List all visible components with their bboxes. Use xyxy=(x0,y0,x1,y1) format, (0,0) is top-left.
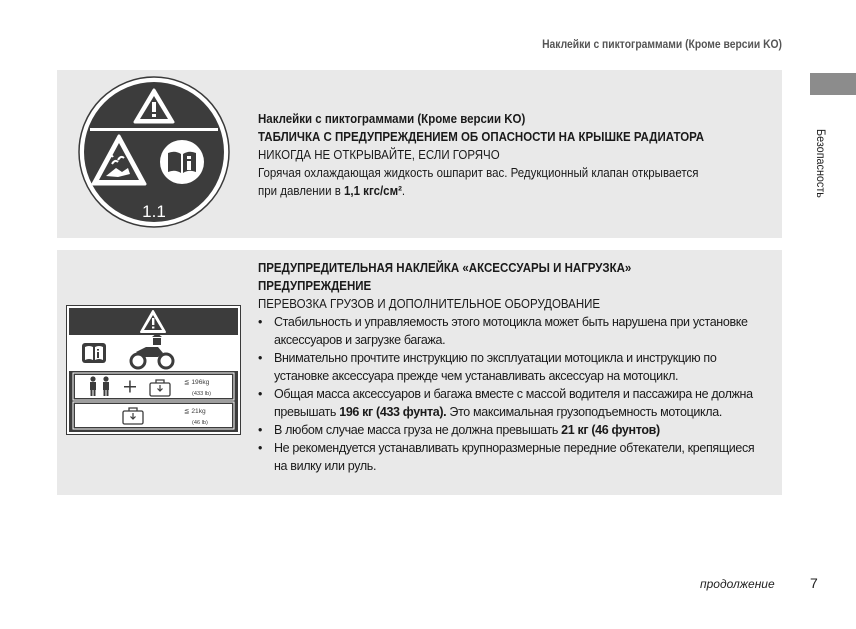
list-item: • В любом случае масса груза не должна превышать 21 кг (46 фунтов) xyxy=(258,421,768,439)
accessory-warning-heading: ПРЕДУПРЕЖДЕНИЕ xyxy=(258,279,372,293)
section-tab-marker xyxy=(810,73,856,95)
continued-label: продолжение xyxy=(700,577,775,591)
read-manual-icon xyxy=(160,140,204,184)
accessory-bullet-list xyxy=(258,313,768,475)
radiator-warning-line: НИКОГДА НЕ ОТКРЫВАЙТЕ, ЕСЛИ ГОРЯЧО xyxy=(258,148,500,162)
accessories-load-decal xyxy=(66,305,241,435)
list-item: • Стабильность и управляемость этого мотоцикла может быть нарушена при установке аксессуаров и загрузке багажа. xyxy=(258,313,768,349)
total-limit-lb: (433 lb) xyxy=(192,391,211,397)
max-load-value: 196 кг (433 фунта). xyxy=(339,405,447,419)
list-item: • Не рекомендуется устанавливать крупноразмерные передние обтекатели, крепящиеся на вилку или руль. xyxy=(258,439,768,475)
accessory-heading: ПРЕДУПРЕДИТЕЛЬНАЯ НАКЛЕЙКА «АКСЕССУАРЫ И НАГРУЗКА» xyxy=(258,261,632,275)
accessory-subheading: ПЕРЕВОЗКА ГРУЗОВ И ДОПОЛНИТЕЛЬНОЕ ОБОРУДОВАНИЕ xyxy=(258,297,601,311)
cargo-load-value: 21 кг (46 фунтов) xyxy=(561,423,660,437)
page-number: 7 xyxy=(810,575,818,591)
total-limit-kg: ≦ 196kg xyxy=(184,379,210,386)
radiator-heading: Наклейки с пиктограммами (Кроме версии KO) xyxy=(258,112,526,126)
decal-code-label: 1.1 xyxy=(142,202,166,221)
read-manual-icon xyxy=(82,343,106,363)
radiator-cap-decal xyxy=(78,76,230,228)
list-item: • Внимательно прочтите инструкцию по эксплуатации мотоцикла и инструкцию по установке аксессуара прежде чем устанавливать аксессуар на мотоцикл. xyxy=(258,349,768,385)
radiator-body-line-1: Горячая охлаждающая жидкость ошпарит вас. Редукционный клапан открывается xyxy=(258,166,699,180)
radiator-warning-text xyxy=(258,110,768,200)
luggage-icon xyxy=(123,408,143,424)
radiator-subheading: ТАБЛИЧКА С ПРЕДУПРЕЖДЕНИЕМ ОБ ОПАСНОСТИ НА КРЫШКЕ РАДИАТОРА xyxy=(258,130,705,144)
cargo-limit-lb: (46 lb) xyxy=(192,420,208,426)
accessory-warning-text xyxy=(258,259,768,475)
radiator-body-suffix: . xyxy=(401,184,406,198)
cargo-limit-kg: ≦ 21kg xyxy=(184,408,206,415)
list-item: • Общая масса аксессуаров и багажа вместе с массой водителя и пассажира не должна превышать 196 кг (433 фунта). Это максимальная грузоподъемность мотоцикла. xyxy=(258,385,768,421)
section-side-label: Безопасность xyxy=(814,129,828,198)
radiator-body-prefix: при давлении в xyxy=(258,184,345,198)
page-header-title: Наклейки с пиктограммами (Кроме версии KO) xyxy=(542,37,782,51)
radiator-pressure-value: 1,1 кгс/см² xyxy=(344,184,402,198)
luggage-icon xyxy=(150,380,170,396)
